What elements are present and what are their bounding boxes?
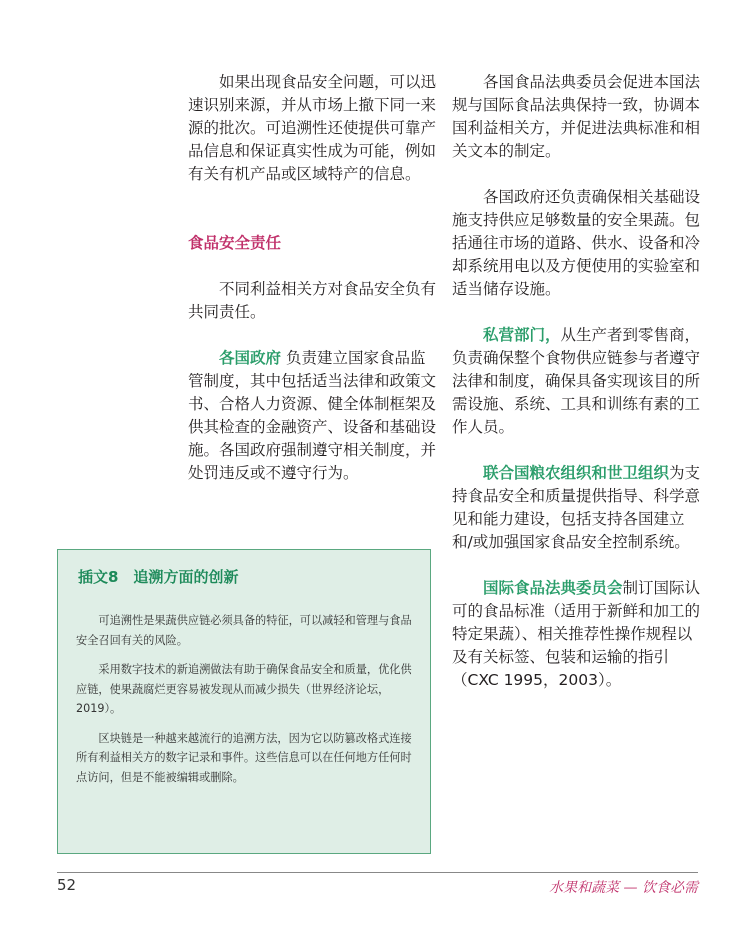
box-title: 插文8 追溯方面的创新 [78,568,239,586]
paragraph: 不同利益相关方对食品安全负有共同责任。 [188,280,437,321]
section-heading: 食品安全责任 [188,234,282,252]
paragraph: 私营部门，从生产者到零售商，负责确保整个食物供应链参与者遵守法律和制度，确保具备实现该目的所需设施、系统、工具和训练有素的工作人员。 [452,326,701,436]
box-paragraph: 可追溯性是果蔬供应链必须具备的特征，可以减轻和管理与食品安全召回有关的风险。 [76,614,412,647]
paragraph: 联合国粮农组织和世卫组织为支持食品安全和质量提供指导、科学意见和能力建设，包括支持各国建立和/或加强国家食品安全控制系统。 [452,464,701,551]
box-paragraph: 区块链是一种越来越流行的追溯方法，因为它以防篡改格式连接所有利益相关方的数字记录和事件。这些信息可以在任何地方任何时点访问，但是不能被编辑或删除。 [76,731,412,784]
paragraph: 如果出现食品安全问题，可以迅速识别来源，并从市场上撤下同一来源的批次。可追溯性还使提供可靠产品信息和保证真实性成为可能，例如有关有机产品或区域特产的信息。 [188,73,437,183]
paragraph: 各国政府 负责建立国家食品监管制度，其中包括适当法律和政策文书、合格人力资源、健全体制框架及供其检查的金融资产、设备和基础设施。各国政府强制遵守相关制度，并处罚违反或不遵守行为。 [188,349,437,482]
paragraph-lead: 各国政府 [219,349,282,367]
page-number: 52 [57,876,77,894]
paragraph: 各国政府还负责确保相关基础设施支持供应足够数量的安全果蔬。包括通往市场的道路、供水、设备和冷却系统用电以及方便使用的实验室和适当储存设施。 [452,188,701,298]
left-column [188,71,438,508]
sidebar-box [57,549,431,854]
paragraph-lead: 国际食品法典委员会 [483,579,623,597]
footer-title: 水果和蔬菜 — 饮食必需 [549,880,698,896]
box-paragraph: 采用数字技术的新追溯做法有助于确保食品安全和质量，优化供应链，使果蔬腐烂更容易被发现从而减少损失（世界经济论坛，2019）。 [76,663,412,715]
paragraph-lead: 私营部门， [483,326,561,344]
right-column [452,71,702,715]
footer-divider [57,872,698,873]
paragraph: 各国食品法典委员会促进本国法规与国际食品法典保持一致，协调本国利益相关方，并促进法典标准和相关文本的制定。 [452,73,701,160]
paragraph-lead: 联合国粮农组织和世卫组织 [483,464,670,482]
paragraph: 国际食品法典委员会制订国际认可的食品标准（适用于新鲜和加工的特定果蔬）、相关推荐性操作规程以及有关标签、包装和运输的指引（CXC 1995，2003）。 [452,579,701,689]
